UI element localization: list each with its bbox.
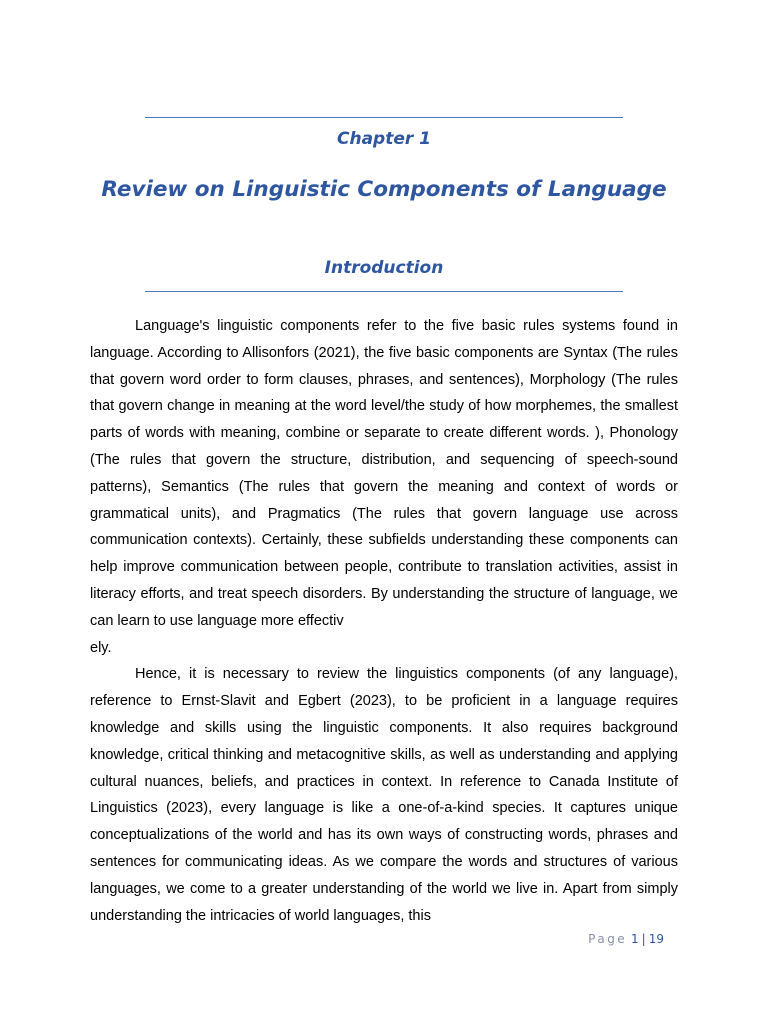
body-text — [90, 313, 678, 929]
page-label: Page — [588, 932, 628, 946]
paragraph-2: Hence, it is necessary to review the linguistics components (of any language), reference to Ernst-Slavit and Egbert (2023), to be proficient in a language requires knowledge and skills using the linguistic components. It also requires background knowledge, critical thinking and metacognitive skills, as well as understanding and applying cultural nuances, beliefs, and practices in context. In reference to Canada Institute of Linguistics (2023), every language is like a one-of-a-kind species. It captures unique conceptualizations of the world and has its own ways of constructing words, phrases and sentences for communicating ideas. As we compare the words and structures of various languages, we come to a greater understanding of the world we live in. Apart from simply understanding the intricacies of world languages, this — [90, 666, 678, 924]
page-footer — [560, 930, 664, 948]
total-pages: 19 — [648, 932, 664, 946]
paragraph-1-tail: ely. — [90, 639, 112, 656]
section-heading: Introduction — [324, 258, 444, 278]
page-number: 1 — [631, 932, 639, 946]
chapter-label: Chapter 1 — [336, 129, 431, 149]
top-rule — [145, 117, 623, 118]
paragraph-1: Language's linguistic components refer to the five basic rules systems found in language. According to Allisonfors (2021), the five basic components are Syntax (The rules that govern word order to form clauses, phrases, and sentences), Morphology (The rules that govern change in meaning at the word level/the study of how morphemes, the smallest parts of words with meaning, combine or separate to create different words. ), Phonology (The rules that govern the structure, distribution, and sequencing of speech-sound patterns), Semantics (The rules that govern the meaning and context of words or grammatical units), and Pragmatics (The rules that govern language use across communication contexts). Certainly, these subfields understanding these components can help improve communication between people, contribute to translation activities, assist in literacy efforts, and treat speech disorders. By understanding the structure of language, we can learn to use language more effectiv — [90, 318, 678, 629]
bottom-rule — [145, 291, 623, 292]
page-separator: | — [641, 932, 646, 946]
document-title: Review on Linguistic Components of Language — [101, 177, 667, 202]
